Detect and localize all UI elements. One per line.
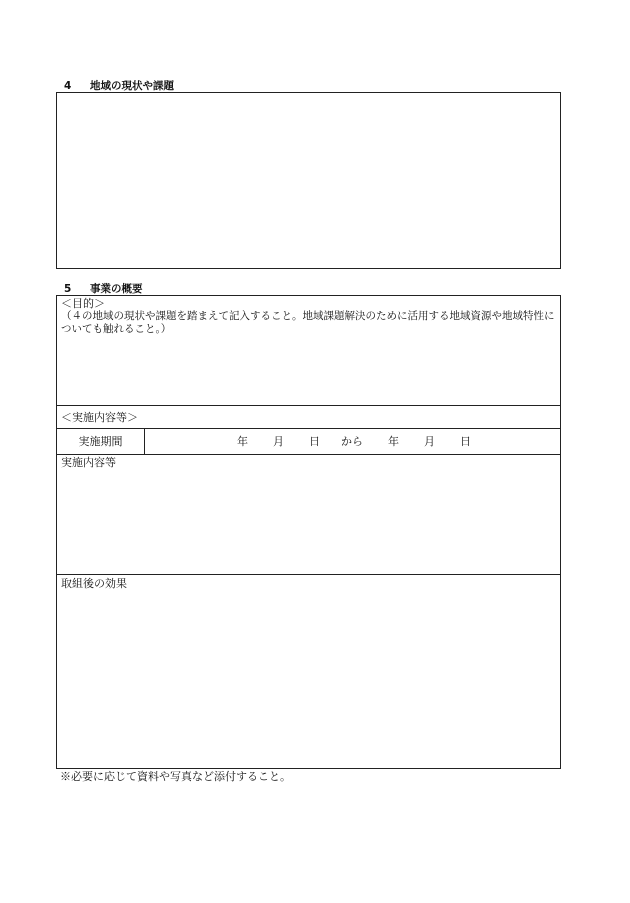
end-day-label: 日: [460, 435, 471, 448]
effects-label: 取組後の効果: [61, 577, 127, 590]
section-4-input-box[interactable]: [56, 92, 561, 269]
project-overview-table: [56, 295, 561, 769]
section-5-number: 5: [64, 283, 72, 295]
end-year-label: 年: [388, 435, 399, 448]
implementation-header-row: [57, 405, 560, 428]
purpose-label: ＜目的＞: [61, 297, 105, 310]
section-4-heading: [64, 80, 174, 92]
details-label: 実施内容等: [61, 456, 116, 469]
implementation-header-label: ＜実施内容等＞: [61, 411, 138, 424]
section-4-title: 地域の現状や課題: [90, 80, 174, 92]
section-4-number: 4: [64, 80, 72, 92]
period-row: [57, 428, 560, 454]
section-5-title: 事業の概要: [90, 283, 143, 295]
from-label: から: [341, 435, 363, 448]
period-date-cell[interactable]: [145, 429, 560, 454]
start-day-label: 日: [309, 435, 320, 448]
period-label: 実施期間: [57, 429, 145, 454]
purpose-cell[interactable]: [57, 296, 560, 405]
start-month-label: 月: [273, 435, 284, 448]
details-cell[interactable]: [57, 454, 560, 574]
end-month-label: 月: [424, 435, 435, 448]
attachment-footnote: ※必要に応じて資料や写真など添付すること。: [60, 770, 291, 783]
start-year-label: 年: [237, 435, 248, 448]
section-5-heading: [64, 283, 143, 295]
purpose-instruction: （４の地域の現状や課題を踏まえて記入すること。地域課題解決のために活用する地域資源や地域特性についても触れること。）: [61, 310, 555, 335]
effects-cell[interactable]: [57, 574, 560, 768]
